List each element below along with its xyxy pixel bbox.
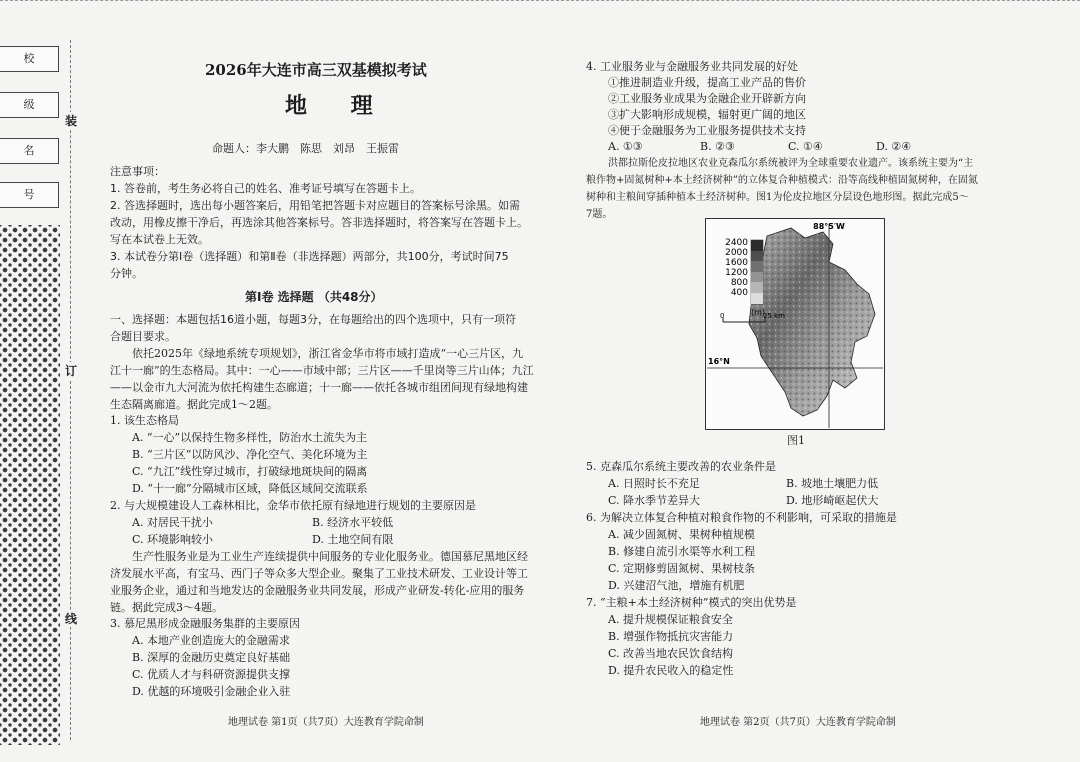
subject-title: 地 理 xyxy=(285,93,391,119)
section-intro: 合题目要求。 xyxy=(110,330,176,343)
statement: ①推进制造业升级，提高工业产品的售价 xyxy=(608,76,806,89)
option: D. 提升农民收入的稳定性 xyxy=(608,664,734,677)
passage-line: 生产性服务业是为工业生产连续提供中间服务的专业化服务业。德国慕尼黑地区经 xyxy=(132,550,528,563)
legend-swatch xyxy=(751,272,763,282)
option: C. 降水季节差异大 xyxy=(608,494,701,507)
option: C. 改善当地农民饮食结构 xyxy=(608,647,734,660)
option: B. 深厚的金融历史奠定良好基础 xyxy=(132,651,291,664)
passage-line: 7题。 xyxy=(586,209,613,220)
binding-cut-line xyxy=(70,40,71,740)
note-line: 3. 本试卷分第Ⅰ卷（选择题）和第Ⅱ卷（非选择题）两部分，共100分，考试时间75 xyxy=(110,250,509,263)
option: A. 本地产业创造庞大的金融需求 xyxy=(132,634,290,647)
option: A. 对居民干扰小 xyxy=(132,516,213,529)
footer-right: 地理试卷 第2页（共7页）大连教育学院命制 xyxy=(700,717,896,728)
section-title: 第Ⅰ卷 选择题 （共48分） xyxy=(245,290,383,304)
option: C. 优质人才与科研资源提供支撑 xyxy=(132,668,291,681)
statement: ④便于金融服务为工业服务提供技术支持 xyxy=(608,124,806,137)
option: D. “十一廊”分隔城市区域，降低区域间交流联系 xyxy=(132,482,368,495)
option: B. 坡地土壤肥力低 xyxy=(786,477,879,490)
statement: ③扩大影响形成规模，辐射更广阔的地区 xyxy=(608,108,806,121)
option: C. ①④ xyxy=(788,140,823,153)
option: C. “九江”线性穿过城市，打破绿地斑块间的隔离 xyxy=(132,465,368,478)
option: A. 日照时长不充足 xyxy=(608,477,700,490)
exam-title: 2026年大连市高三双基模拟考试 xyxy=(205,61,427,79)
note-line: 改动，用橡皮擦干净后，再选涂其他答案标号。答非选择题时，将答案写在答题卡上。 xyxy=(110,216,528,229)
legend-unit: (m) xyxy=(751,308,766,317)
longitude-label: 88°5′W xyxy=(813,222,845,231)
option: D. 土地空间有限 xyxy=(312,533,394,546)
cut-mark: 订 xyxy=(64,364,77,378)
option: B. 修建自流引水渠等水利工程 xyxy=(608,545,756,558)
note-line: 1. 答卷前，考生务必将自己的姓名、准考证号填写在答题卡上。 xyxy=(110,182,421,195)
passage-line: 济发展水平高，有宝马、西门子等众多大型企业。聚集了工业技术研发、工业设计等工 xyxy=(110,567,528,580)
figure-caption: 图1 xyxy=(787,434,805,447)
statement: ②工业服务业成果为金融企业开辟新方向 xyxy=(608,92,806,105)
scale-zero: 0 xyxy=(720,312,725,320)
passage-line: 生态隔离廊道。据此完成1～2题。 xyxy=(110,398,278,411)
field-label: 校 xyxy=(23,52,35,65)
legend-value: 1200 xyxy=(725,268,748,278)
legend-swatch xyxy=(751,251,763,261)
option: A. 减少固氮树、果树种植规模 xyxy=(608,528,755,541)
latitude-label: 16°N xyxy=(708,357,730,366)
margin-pattern xyxy=(0,225,60,745)
terrain-map-figure xyxy=(705,218,885,430)
passage-line: ——以金市九大河流为依托构建生态廊道；十一廊——依托各城市组团间现有绿地构建 xyxy=(110,381,528,394)
passage-line: 江十一廊”的生态格局。其中：一心——市域中部；三片区——千里岗等三片山体；九江 xyxy=(110,364,534,377)
field-label: 名 xyxy=(23,144,35,157)
question-stem: 2. 与大规模建设人工森林相比，金华市依托原有绿地进行规划的主要原因是 xyxy=(110,499,476,512)
note-line: 写在本试卷上无效。 xyxy=(110,233,209,246)
passage-line: 树种和主粮间穿插种植本土经济树种。图1为伦皮拉地区分层设色地形图。据此完成5～ xyxy=(586,192,969,203)
option: A. ①③ xyxy=(608,140,643,153)
notes-heading: 注意事项： xyxy=(110,165,165,178)
cut-mark: 线 xyxy=(64,612,77,626)
legend-swatch xyxy=(751,240,763,251)
legend-value: 2000 xyxy=(725,248,748,258)
legend-swatch xyxy=(751,261,763,272)
option: A. “一心”以保持生物多样性，防治水土流失为主 xyxy=(132,431,368,444)
top-cut-line xyxy=(0,0,1080,1)
footer-left: 地理试卷 第1页（共7页）大连教育学院命制 xyxy=(228,717,424,728)
question-stem: 4. 工业服务业与金融服务业共同发展的好处 xyxy=(586,60,798,73)
question-stem: 6. 为解决立体复合种植对粮食作物的不利影响，可采取的措施是 xyxy=(586,511,897,524)
passage-line: 链。据此完成3～4题。 xyxy=(110,601,223,614)
question-stem: 5. 克森瓜尔系统主要改善的农业条件是 xyxy=(586,460,776,473)
option: B. 经济水平较低 xyxy=(312,516,394,529)
passage-line: 依托2025年《绿地系统专项规划》，浙江省金华市将市域打造成“一心三片区，九 xyxy=(132,347,524,360)
name-field xyxy=(0,138,59,164)
legend-swatch xyxy=(751,293,763,304)
legend-value: 400 xyxy=(730,288,748,298)
question-stem: 7. “主粮+本土经济树种”模式的突出优势是 xyxy=(586,596,797,609)
option: D. 优越的环境吸引金融企业入驻 xyxy=(132,685,291,698)
class-field xyxy=(0,92,59,118)
option: A. 提升规模保证粮食安全 xyxy=(608,613,733,626)
school-field xyxy=(0,46,59,72)
passage-line: 粮作物+固氮树种+本土经济树种”的立体复合种植模式：沿等高线种植固氮树种，在固氮 xyxy=(586,175,978,186)
authors: 命题人：李大鹏 陈思 刘昂 王振雷 xyxy=(212,142,399,155)
option: D. 兴建沼气池，增施有机肥 xyxy=(608,579,745,592)
question-stem: 3. 慕尼黑形成金融服务集群的主要原因 xyxy=(110,617,300,630)
option: B. ②③ xyxy=(700,140,735,153)
field-label: 号 xyxy=(23,188,35,201)
question-stem: 1. 该生态格局 xyxy=(110,414,179,427)
passage-line: 业服务企业，通过和当地发达的金融服务业共同发展，形成产业研发-转化-应用的服务 xyxy=(110,584,525,597)
number-field xyxy=(0,182,59,208)
option: C. 环境影响较小 xyxy=(132,533,214,546)
option: D. ②④ xyxy=(876,140,912,153)
legend-value: 2400 xyxy=(725,238,748,248)
note-line: 分钟。 xyxy=(110,267,143,280)
section-intro: 一、选择题：本题包括16道小题，每题3分，在每题给出的四个选项中，只有一项符 xyxy=(110,313,516,326)
option: B. 增强作物抵抗灾害能力 xyxy=(608,630,734,643)
legend-swatch xyxy=(751,282,763,293)
scale-label: 25 km xyxy=(763,312,786,320)
note-line: 2. 答选择题时，选出每小题答案后，用铅笔把答题卡对应题目的答案标号涂黑。如需 xyxy=(110,199,520,212)
legend-value: 1600 xyxy=(725,258,748,268)
option: D. 地形崎岖起伏大 xyxy=(786,494,879,507)
option: B. “三片区”以防风沙、净化空气、美化环境为主 xyxy=(132,448,368,461)
passage-line: 洪都拉斯伦皮拉地区农业克森瓜尔系统被评为全球重要农业遗产。该系统主要为“主 xyxy=(608,158,974,169)
cut-mark: 装 xyxy=(64,114,77,128)
legend-value: 800 xyxy=(730,278,748,288)
option: C. 定期修剪固氮树、果树枝条 xyxy=(608,562,756,575)
field-label: 级 xyxy=(23,98,35,111)
